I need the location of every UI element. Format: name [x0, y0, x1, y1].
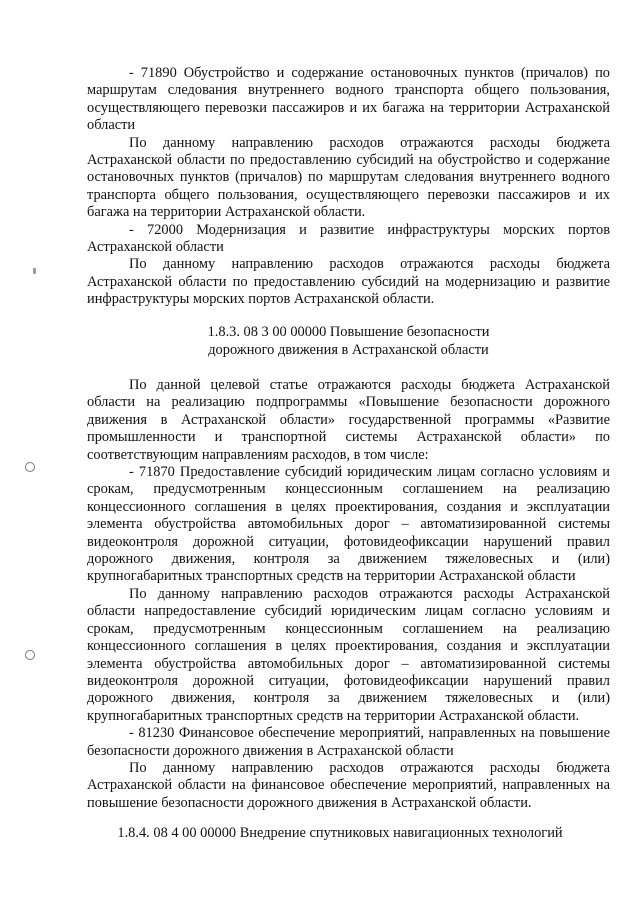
- heading-line: 1.8.3. 08 3 00 00000 Повышение безопасности: [207, 324, 490, 340]
- section-heading-1-8-3: [87, 323, 610, 359]
- section-heading-1-8-4: 1.8.4. 08 4 00 00000 Внедрение спутниковых навигационных технологий: [117, 825, 563, 841]
- budget-item-description: По данному направлению расходов отражаются расходы Астраханской области напредоставление субсидий юридическим лицам согласно условиям и срокам, предусмотренным концессионным соглашением на реализацию концессионного соглашения в целях проектирования, создания и эксплуатации элемента обустройства автомобильных дорог – автоматизированной системы видеоконтроля дорожной ситуации, фотовидеофиксации нарушений правил дорожного движения, контроля за движением тяжеловесных и (или) крупногабаритных транспортных средств на территории Астраханской области.: [87, 585, 610, 724]
- scan-speck: [33, 268, 36, 274]
- section-block-71890: [87, 65, 610, 309]
- heading-line: дорожного движения в Астраханской области: [208, 342, 489, 358]
- section-block-1-8-3: [87, 377, 610, 812]
- budget-item-description: По данному направлению расходов отражаются расходы бюджета Астраханской области по предоставлению субсидий на модернизацию и развитие инфраструктуры морских портов Астраханской области.: [87, 256, 610, 308]
- budget-item-71890: - 71890 Обустройство и содержание остановочных пунктов (причалов) по маршрутам следования внутреннего водного транспорта общего пользования, осуществляющего перевозки пассажиров и их багажа на территории Астраханской области: [87, 65, 610, 134]
- punch-hole-mark: [25, 650, 35, 660]
- budget-item-72000: - 72000 Модернизация и развитие инфраструктуры морских портов Астраханской области: [87, 221, 610, 256]
- section-intro-paragraph: По данной целевой статье отражаются расходы бюджета Астраханской области на реализацию подпрограммы «Повышение безопасности дорожного движения в Астраханской области» государственной программы «Развитие промышленности и транспортной системы Астраханской области» по соответствующим направлениям расходов, в том числе:: [87, 377, 610, 463]
- budget-item-description: По данному направлению расходов отражаются расходы бюджета Астраханской области по предоставлению субсидий на обустройство и содержание остановочных пунктов (причалов) по маршрутам следования внутреннего водного транспорта общего пользования, осуществляющего перевозки пассажиров и их багажа на территории Астраханской области.: [87, 134, 610, 221]
- budget-item-71870: - 71870 Предоставление субсидий юридическим лицам согласно условиям и срокам, предусмотренным концессионным соглашением на реализацию концессионного соглашения в целях проектирования, создания и эксплуатации элемента обустройства автомобильных дорог – автоматизированной системы видеоконтроля дорожной ситуации, фотовидеофиксации нарушений правил дорожного движения, контроля за движением тяжеловесных и (или) крупногабаритных транспортных средств на территории Астраханской области: [87, 464, 610, 585]
- budget-item-81230: - 81230 Финансовое обеспечение мероприятий, направленных на повышение безопасности дорожного движения в Астраханской области: [87, 725, 610, 759]
- budget-item-description: По данному направлению расходов отражаются расходы бюджета Астраханской области на финансовое обеспечение мероприятий, направленных на повышение безопасности дорожного движения в Астраханской области.: [87, 759, 610, 811]
- punch-hole-mark: [25, 462, 35, 472]
